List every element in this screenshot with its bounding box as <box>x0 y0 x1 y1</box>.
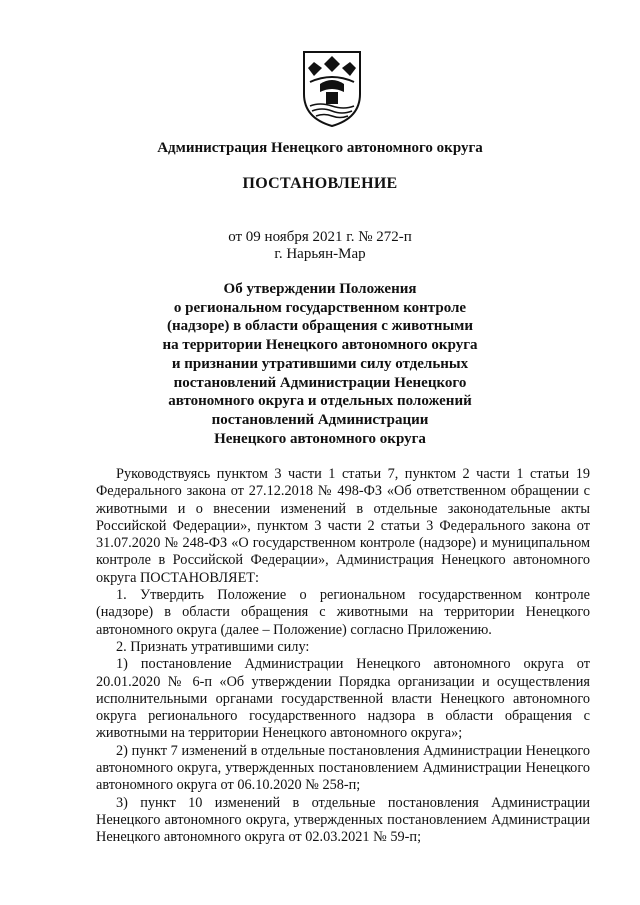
item-2-paragraph: 2. Признать утратившими силу: <box>116 638 310 655</box>
subject-line: автономного округа и отдельных положений <box>168 393 472 410</box>
item-2-1-paragraph: 1) постановление Администрации Ненецкого автономного округа от 20.01.2020 № 6-п «Об утверждении Порядка организации и осуществления исполнительными органами государственной власти Ненецкого автономного округа регионального государственного надзора в области обращения с животными на территории Ненецкого автономного округа»; <box>96 656 590 742</box>
document-place: г. Нарьян-Мар <box>274 246 366 262</box>
document-subject <box>120 280 520 448</box>
subject-line: постановлений Администрации <box>211 411 429 428</box>
item-2-2-paragraph: 2) пункт 7 изменений в отдельные постановления Администрации Ненецкого автономного округа, утвержденных постановлением Администрации Ненецкого автономного округа от 06.10.2020 № 258-п; <box>96 742 590 794</box>
document-date-number: от 09 ноября 2021 г. № 272-п <box>228 229 412 245</box>
date-place-block <box>0 229 640 263</box>
subject-line: о региональном государственном контроле <box>173 299 467 316</box>
item-1-paragraph: 1. Утвердить Положение о региональном государственном контроле (надзоре) в области обращения с животными на территории Ненецкого автономного округа (далее – Положение) согласно Приложению. <box>96 587 590 638</box>
subject-line: Об утверждении Положения <box>223 281 417 297</box>
document-body <box>96 466 590 847</box>
organization-name: Администрация Ненецкого автономного округа <box>157 140 483 156</box>
subject-line: Ненецкого автономного округа <box>214 430 426 447</box>
document-type-title: ПОСТАНОВЛЕНИЕ <box>242 175 398 192</box>
item-2-3-paragraph: 3) пункт 10 изменений в отдельные постановления Администрации Ненецкого автономного округа, утвержденных постановлением Администрации Ненецкого автономного округа от 02.03.2021 № 59-п; <box>96 794 590 846</box>
subject-line: постановлений Администрации Ненецкого <box>173 374 467 391</box>
coat-of-arms-icon <box>300 48 364 128</box>
subject-line: (надзоре) в области обращения с животными <box>166 318 474 335</box>
intro-paragraph: Руководствуясь пунктом 3 части 1 статьи 7, пунктом 2 части 1 статьи 19 Федерального закона от 27.12.2018 № 498-ФЗ «Об ответственном обращении с животными и о внесении изменений в отдельные законодательные акты Российской Федерации», пунктом 3 части 2 статьи 3 Федерального закона от 31.07.2020 № 248-ФЗ «О государственном контроле (надзоре) и муниципальном контроле в Российской Федерации», Администрация Ненецкого автономного округа ПОСТАНОВЛЯЕТ: <box>96 466 590 586</box>
subject-line: на территории Ненецкого автономного округа <box>162 337 478 354</box>
subject-line: и признании утратившими силу отдельных <box>171 355 469 372</box>
